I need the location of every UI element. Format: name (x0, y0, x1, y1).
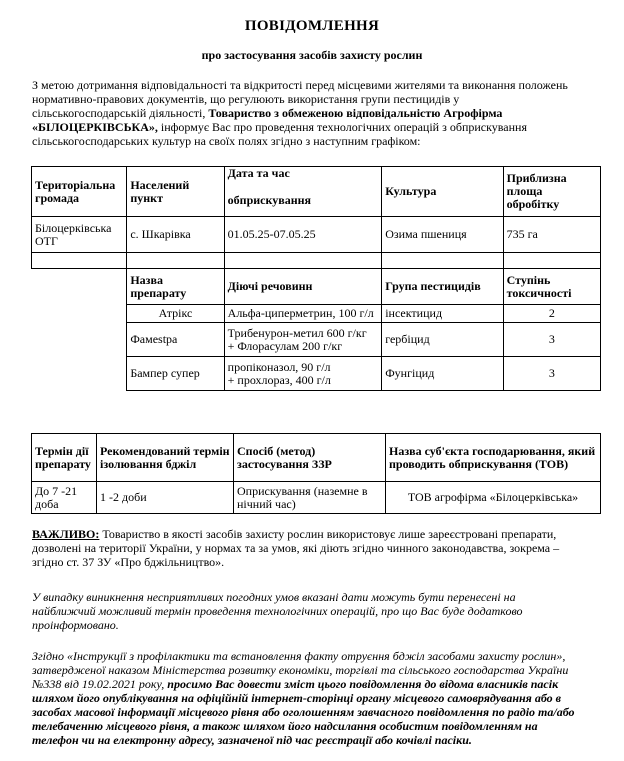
schedule-table (31, 166, 601, 391)
header-datetime (224, 167, 382, 217)
intro-line (32, 106, 600, 120)
header-ingredients: Діючі речовинн (224, 269, 382, 305)
important-line: згідно ст. 37 ЗУ «Про бджільництво». (32, 555, 225, 569)
cell-method: Оприскування (наземне в нічний час) (234, 482, 386, 514)
header-company: Назва суб'єкта господарювання, який проводить обприскування (ТОВ) (386, 434, 601, 482)
cell-term: До 7 -21 доба (32, 482, 97, 514)
cell-area: 735 га (503, 217, 600, 253)
header-settlement: Населений пункт (127, 167, 224, 217)
application-table (31, 433, 601, 514)
ingredient-line: пропіконазол, 90 г/л (227, 359, 331, 374)
ingredient-line: + прохлораз, 400 г/л (227, 372, 331, 387)
header-product: Назва препарату (127, 269, 224, 305)
cell-group: Фунгіцид (382, 357, 503, 391)
intro-text: інформує Вас про проведення технологічних операцій з обприскування (157, 120, 527, 134)
header-community: Територіальна громада (32, 167, 127, 217)
header-culture: Культура (382, 167, 503, 217)
company-name-cont: «БІЛОЦЕРКІВСЬКА», (32, 120, 158, 134)
header-toxicity: Ступінь токсичності (503, 269, 600, 305)
cell-isolation: 1 -2 доби (97, 482, 234, 514)
closing-line: Згідно «Інструкції з профілактики та встановлення факту отруєння бджіл засобами захисту рослин», (32, 649, 566, 663)
cell-toxicity: 3 (503, 357, 600, 391)
cell-datetime: 01.05.25-07.05.25 (224, 217, 382, 253)
closing-line: телебаченню місцевого рівня, а також шляхом його надсилання особистим повідомленням на (32, 719, 538, 733)
cell-product: Фамеstра (127, 323, 224, 357)
header-group: Група пестицидів (382, 269, 503, 305)
page-title: ПОВІДОМЛЕННЯ (244, 18, 380, 34)
cell-product: Атрікс (127, 305, 224, 323)
weather-line: У випадку виникнення несприятливих погодних умов вказані дати можуть бути перенесені на (32, 590, 516, 604)
cell-toxicity: 3 (503, 323, 600, 357)
closing-request: просимо Вас довести зміст цього повідомлення до відома власників пасік (164, 677, 559, 691)
header-isolation: Рекомендований термін ізолювання бджіл (97, 434, 234, 482)
intro-line: З метою дотримання відповідальності та відкритості перед місцевими жителями та виконання положень (32, 78, 568, 92)
cell-company: ТОВ агрофірма «Білоцерківська» (386, 482, 601, 514)
closing-line: затвердженої наказом Міністерства розвитку економіки, торгівлі та сільського господарства України (32, 663, 569, 677)
cell-group: інсектицид (382, 305, 503, 323)
closing-line: шляхом його опублікування на офіційній інтернет-сторінці органу місцевого самоврядування або в (32, 691, 562, 705)
header-datetime-l2: обприскування (227, 193, 312, 207)
cell-community: Білоцерківська ОТГ (32, 217, 127, 253)
important-line (32, 527, 600, 541)
closing-line: засобах масової інформації місцевого рівня або оголошенням завчасного повідомлення по радіо та/або (32, 705, 575, 719)
important-text: Товариство в якості засобів захисту рослин використовує лише зареєстровані препарати, (99, 527, 557, 541)
cell-product: Бампер супер (127, 357, 224, 391)
header-term: Термін дії препарату (32, 434, 97, 482)
intro-text: сільськогосподарській діяльності, (32, 106, 206, 120)
intro-line: нормативно-правових документів, що регулюють використання групи пестицидів у (32, 92, 460, 106)
intro-line (32, 120, 600, 134)
weather-line: проінформовано. (32, 618, 119, 632)
closing-text: №338 від 19.02.2021 року, (32, 677, 165, 691)
cell-group: гербіцид (382, 323, 503, 357)
closing-line (32, 677, 600, 691)
ingredient-line: + Флорасулам 200 г/кг (227, 338, 343, 353)
important-paragraph (32, 527, 600, 569)
important-label: ВАЖЛИВО: (32, 527, 100, 541)
company-name: Товариство з обмеженою відповідальністю Агрофірма (208, 106, 503, 120)
weather-line: найближчий можливий термін проведення технологічних операцій, про що Вас буде додатково (32, 604, 523, 618)
intro-line: сільськогосподарських культур на своїх полях згідно з наступним графіком: (32, 134, 421, 148)
important-line: дозволені на території України, у нормах та за умов, які діють згідно чинного законодавства, зокрема – (32, 541, 560, 555)
intro-paragraph (32, 78, 600, 148)
cell-ingredients (224, 323, 382, 357)
header-datetime-l1: Дата та час (227, 166, 290, 180)
weather-paragraph (32, 590, 600, 632)
cell-ingredients (224, 357, 382, 391)
cell-settlement: с. Шкарівка (127, 217, 224, 253)
cell-ingredients: Альфа-циперметрин, 100 г/л (224, 305, 382, 323)
page-subtitle: про застосування засобів захисту рослин (201, 48, 423, 62)
header-method: Спосіб (метод) застосування ЗЗР (234, 434, 386, 482)
cell-culture: Озима пшениця (382, 217, 503, 253)
closing-paragraph (32, 649, 600, 747)
closing-line: телефон чи на електронну адресу, зазначеної під час реєстрації або кочівлі пасіки. (32, 733, 472, 747)
header-area: Приблизна площа обробітку (503, 167, 600, 217)
cell-toxicity: 2 (503, 305, 600, 323)
ingredient-line: Трибенурон-метил 600 г/кг (227, 325, 367, 340)
